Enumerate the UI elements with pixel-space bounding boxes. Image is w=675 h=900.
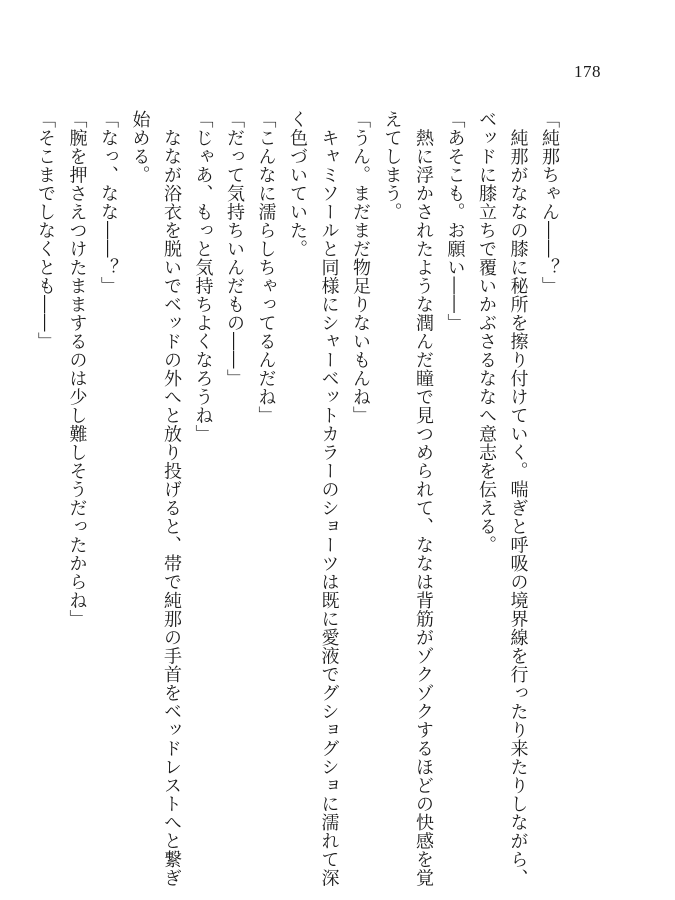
text-line: 「純那ちゃん――？」 <box>539 110 560 295</box>
text-line: キャミソールと同様にシャーベットカラーのショーツは既に愛液でグショグショに濡れて深 <box>318 110 340 887</box>
text-line: 「こんなに濡らしちゃってるんだね」 <box>255 110 277 425</box>
text-line: 熱に浮かされたような潤んだ瞳で見つめられて、ななは背筋がゾクゾクするほどの快感を覚 <box>413 110 434 887</box>
text-line: 「腕を押さえつけたままするのは少し難しそうだったからね」 <box>66 110 88 628</box>
text-line: 「そこまでしなくとも――」 <box>35 110 56 351</box>
novel-body-text <box>35 110 565 887</box>
text-line: 「あそこも。お願い――」 <box>444 110 466 332</box>
text-line: く色づいていた。 <box>287 110 308 258</box>
text-line: えてしまう。 <box>381 110 403 221</box>
text-line: 「じゃあ、もっと気持ちよくなろうね」 <box>192 110 214 443</box>
page-number: 178 <box>574 62 601 81</box>
text-line: 「うん。まだまだ物足りないもんね」 <box>350 110 371 425</box>
text-line: 純那がななの膝に秘所を擦り付けていく。喘ぎと呼吸の境界線を行ったり来たりしながら、 <box>507 110 529 887</box>
text-line: 「なっ、なな――？」 <box>98 110 119 295</box>
text-line: 始める。 <box>129 110 151 184</box>
text-line: ななが浴衣を脱いでベッドの外へと放り投げると、帯で純那の手首をベッドレストへと繋ぎ <box>161 110 182 887</box>
text-line: ベッドに膝立ちで覆いかぶさるななへ意志を伝える。 <box>476 110 497 554</box>
text-line: 「だって気持ちいんだもの――」 <box>224 110 245 388</box>
